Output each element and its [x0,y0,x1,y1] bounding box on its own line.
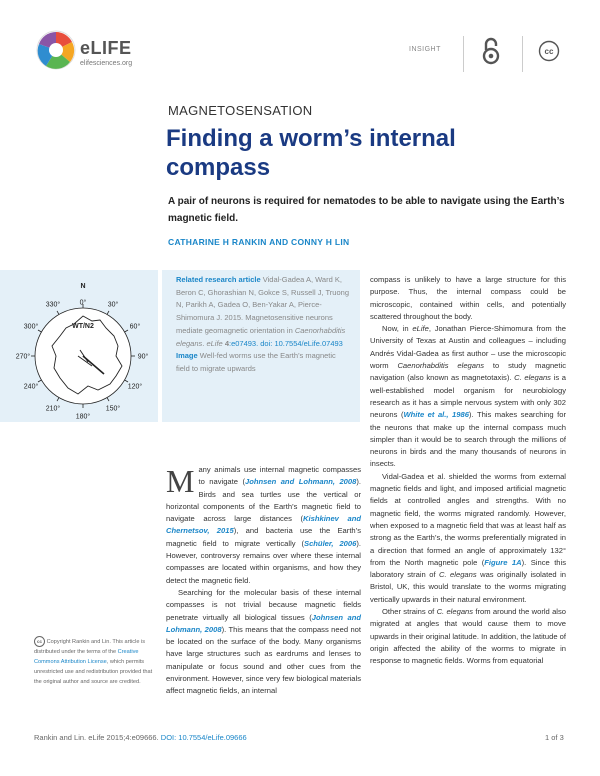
north-label: N [80,283,86,290]
citation-schuler[interactable]: Schüler, 2006 [304,538,357,548]
citation-johnsen-2[interactable]: Johnsen and Lohmann, 2008 [166,612,361,634]
r4-a: Other strains of [382,607,437,617]
related-volume: 4 [224,338,229,348]
r2-c: to study magnetic navigation (also known as magnetotaxis). [370,361,566,383]
compass-tick [107,311,109,314]
related-label: Related research article [176,275,261,284]
cc-mini-icon: cc [34,636,45,647]
compass-angle-label: 210° [45,405,61,413]
related-article-box: Related research article Vidal-Gadea A, Ward K, Beron C, Ghorashian N, Gokce S, Russell J, Truong N, Parikh A, Gadea O, Ben-Yakar A, Pierce-Shimomura J. 2015. Magnetosensitive neurons mediate geomagnetic orientation in Caenorhabditis elegans. eLife 4:e07493. doi: 10.7554/eLife.07493 Image Well-fed worms use the Earth’s magnetic field to migrate upwards [162,270,360,422]
compass-angle-label: 150° [105,405,121,413]
compass-angle-label: 180° [75,413,91,421]
copyright-text-a: Copyright Rankin and Lin. This article is distributed under the terms of the [34,638,146,655]
para1-text-d: ). However, controversy remains over where these internal compasses are located within organisms, and how they detect the magnetic field. [166,538,361,585]
compass-rose-figure [8,276,158,422]
header-divider-2 [522,36,523,72]
strain-label: WT/N2 [72,323,94,330]
r3-c: was originally isolated in Bristol, UK, this would translate to the worms migrating vertically upwards in their natural environment. [370,570,566,604]
copyright-text-b: , which permits unrestricted use and redistribution provided that the original author and source are credited. [34,659,153,685]
compass-angle-label: 300° [23,323,39,331]
image-label: Image [176,351,198,361]
article-authors: CATHARINE H RANKIN AND CONNY H LIN [168,237,350,247]
citation-kishkinev[interactable]: Kishkinev and Chernetsov, 2015 [166,514,361,536]
footer-citation-text: Rankin and Lin. eLife 2015;4:e09666. [34,733,161,742]
r4-b: from around the world also migrated at angles that would cause them to move upwards in their original latitude. In addition, the latitude of origin affected the ability of the worms to migrate in response to magnetic fields. Worms from equatorial [370,607,567,666]
related-doi-link[interactable]: :e07493. doi: 10.7554/eLife.07493 [228,338,343,348]
article-title: Finding a worm’s internal compass [166,125,456,181]
r2-species-short: C. elegans [514,373,551,383]
compass-tick [57,311,59,314]
r2-e: ). This makes searching for the neurons that make up the internal compass much simpler than it would be to search through the millions of neurons in birds and the many thousands of neurons in insects. [370,410,566,469]
header-divider [463,36,464,72]
compass-tick [125,330,128,332]
r2-d: is a well-established model organism for neurobiology research as it has a simple nervous system with only 302 neurons ( [370,373,566,420]
right-column [370,274,566,668]
brand-url[interactable]: elifesciences.org [80,60,133,67]
footer-doi-link[interactable]: DOI: 10.7554/eLife.09666 [160,733,247,742]
citation-white[interactable]: White et al., 1986 [403,410,469,420]
related-species: Caenorhabditis elegans [176,325,346,348]
related-journal: eLife [206,338,223,348]
r2-species: Caenorhabditis elegans [397,361,485,371]
image-caption: Well-fed worms use the Earth’s magnetic field to migrate upwards [176,351,336,373]
left-column [166,464,361,698]
compass-angle-label: 0° [79,299,87,307]
compass-tick [57,398,59,401]
cc-text: cc [544,47,554,56]
compass-angle-label: 30° [107,301,119,309]
article-lede: A pair of neurons is required for nematodes to be able to navigate using the Earth’s magnetic field. [168,196,565,224]
r2-a: Now, in [382,324,413,334]
compass-angle-label: 120° [127,383,143,391]
compass-tick [125,380,128,382]
compass-angle-label: 240° [23,383,39,391]
article-type-label: INSIGHT [409,46,441,53]
citation-johnsen[interactable]: Johnsen and Lohmann, 2008 [245,477,357,487]
compass-tick [107,398,109,401]
compass-angle-label: 90° [137,353,149,361]
compass-angle-label: 270° [15,353,31,361]
section-label: MAGNETOSENSATION [168,103,313,118]
license-link[interactable]: Creative Commons Attribution License [34,649,139,665]
related-refs: Vidal-Gadea A, Ward K, Beron C, Ghorashian N, Gokce S, Russell J, Truong N, Parikh A, Gadea O, Ben-Yakar A, Pierce-Shimomura J. 2015. Magnetosensitive neurons mediate geomagnetic orientation in [176,275,349,335]
brand-name: eLIFE [80,38,132,58]
r2-elife: eLife [412,324,429,334]
para1-text-c: ), and bacteria use the Earth’s magnetic field to migrate vertically ( [166,526,361,548]
compass-tick [38,330,41,332]
para2-text-b: ). This means that the compass need not be located on the surface of the body. Many organisms have large structures such as eardrums and lenses to manipulate or focus sound and other cues from the environment. However, since very few biological materials affect magnetic fields, an internal [166,624,361,696]
r3-a: Vidal-Gadea et al. shielded the worms from external magnetic fields and light, and imposed artificial magnetic fields at controlled angles and strengths. With no magnetic field, the worms migrated randomly. However, when exposed to a magnetic field that was at least half as strong as the Earth’s, the worms preferentially migrated in a direction that formed an angle of approximately 132° from the North magnetic pole ( [370,471,566,567]
para2-text-a: Searching for the molecular basis of these internal compasses is not trivial because magnetic fields penetrate virtually all biological tissues ( [166,587,361,622]
elife-logo-icon [36,30,76,70]
compass-tick [38,380,41,382]
page-number: 1 of 3 [545,733,564,742]
r4-species: C. elegans [436,607,474,617]
drop-cap: M [166,463,195,499]
r3-species: C. elegans [439,570,477,580]
r3-b: ). Since this laboratory strain of [370,557,567,580]
footer-citation [34,733,247,742]
r2-b: , Jonathan Pierce-Shimomura from the University of Texas at Austin and colleagues – including Andrés Vidal-Gadea as first author – use the microscopic worm [370,324,567,371]
figure-1a-link[interactable]: Figure 1A [484,557,522,567]
compass-angle-label: 60° [129,323,141,331]
para1-text-b: ). Birds and sea turtles use the vertical or horizontal components of the Earth’s magnetic field to navigate across large distances ( [166,477,361,524]
right-para1: compass is unlikely to have a large structure for this purpose. Thus, the internal compass could be microscopic, contained within cells, and potentially scattered throughout the body. [370,275,566,321]
open-access-icon[interactable] [480,36,502,66]
compass-angle-label: 330° [45,301,61,309]
para1-text-a: any animals use internal magnetic compasses to navigate ( [198,465,361,487]
copyright-notice [34,636,154,687]
cc-icon[interactable] [538,40,560,62]
